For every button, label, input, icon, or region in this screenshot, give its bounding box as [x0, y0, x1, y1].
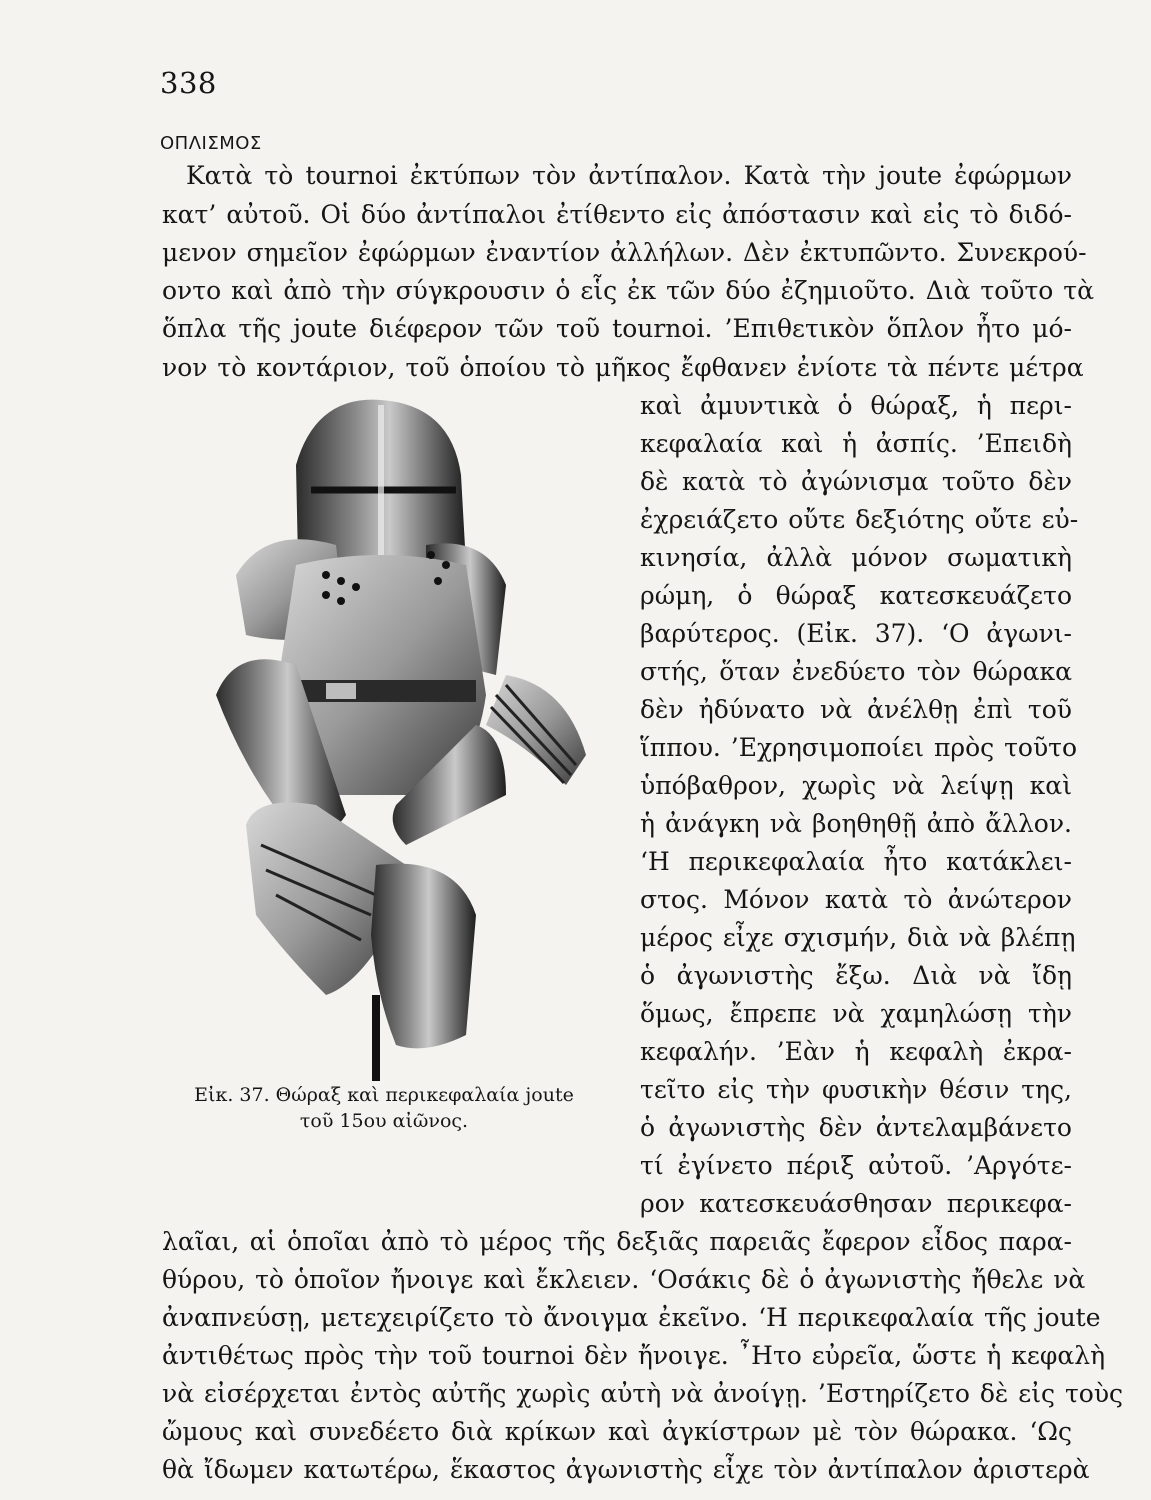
text-line: θὰ ἴδωμεν κατωτέρω, ἕκαστος ἀγωνιστὴς εἶχε τὸν ἀντίπαλον ἀριστερὰ	[162, 1455, 1090, 1484]
text-line: κατ’ αὐτοῦ. Οἱ δύο ἀντίπαλοι ἐτίθεντο εἰς ἀπόστασιν καὶ εἰς τὸ διδό-	[162, 200, 1072, 229]
caption-line: Εἰκ. 37. Θώραξ καὶ περικεφαλαία joute	[194, 1084, 574, 1106]
text-line: ἡ ἀνάγκη νὰ βοηθηθῇ ἀπὸ ἄλλον.	[640, 809, 1072, 838]
armour-illustration	[176, 395, 612, 1081]
text-line: τεῖτο εἰς τὴν φυσικὴν θέσιν της,	[640, 1075, 1072, 1104]
text-line: στής, ὅταν ἐνεδύετο τὸν θώρακα	[640, 657, 1072, 686]
text-line: ἐχρειάζετο οὔτε δεξιότης οὔτε εὐ-	[640, 505, 1079, 534]
text-line: κεφαλαία καὶ ἡ ἀσπίς. ’Επειδὴ	[640, 429, 1072, 458]
text-line: ἵππου. ’Εχρησιμοποίει πρὸς τοῦτο	[640, 733, 1078, 762]
text-line: κινησία, ἀλλὰ μόνον σωματικὴ	[640, 543, 1072, 572]
text-line: ρώμη, ὁ θώραξ κατεσκευάζετο	[640, 581, 1072, 610]
text-line: ἀναπνεύσῃ, μετεχειρίζετο τὸ ἄνοιγμα ἐκεῖνο. ‘Η περικεφαλαία τῆς joute	[162, 1303, 1101, 1332]
text-line: ρον κατεσκευάσθησαν περικεφα-	[640, 1189, 1072, 1218]
text-line: θύρου, τὸ ὁποῖον ἤνοιγε καὶ ἔκλειεν. ‘Οσάκις δὲ ὁ ἀγωνιστὴς ἤθελε νὰ	[162, 1265, 1086, 1294]
text-line: μενον σημεῖον ἐφώρμων ἐναντίον ἀλλήλων. Δὲν ἐκτυπῶντο. Συνεκρού-	[162, 238, 1087, 267]
text-line: Κατὰ τὸ tournoi ἐκτύπων τὸν ἀντίπαλον. Κατὰ τὴν joute ἐφώρμων	[186, 161, 1072, 190]
text-line: βαρύτερος. (Εἰκ. 37). ‘Ο ἀγωνι-	[640, 619, 1072, 648]
text-line: ὤμους καὶ συνεδέετο διὰ κρίκων καὶ ἀγκίστρων μὲ τὸν θώρακα. ‘Ως	[162, 1417, 1072, 1446]
text-line: στος. Μόνον κατὰ τὸ ἀνώτερον	[640, 885, 1072, 914]
text-line: δὲν ἠδύνατο νὰ ἀνέλθῃ ἐπὶ τοῦ	[640, 695, 1072, 724]
caption-line: τοῦ 15ου αἰῶνος.	[299, 1110, 469, 1132]
text-line: λαῖαι, αἱ ὁποῖαι ἀπὸ τὸ μέρος τῆς δεξιᾶς παρειᾶς ἔφερον εἶδος παρα-	[162, 1227, 1072, 1256]
text-line: ὁ ἀγωνιστὴς ἔξω. Διὰ νὰ ἴδῃ	[640, 961, 1072, 990]
text-line: ‘Η περικεφαλαία ἦτο κατάκλει-	[640, 847, 1072, 876]
text-line: μέρος εἶχε σχισμήν, διὰ νὰ βλέπῃ	[640, 923, 1076, 952]
text-line: δὲ κατὰ τὸ ἀγώνισμα τοῦτο δὲν	[640, 467, 1072, 496]
figure-armour-image	[176, 395, 612, 1081]
figure-caption	[164, 1082, 604, 1134]
text-line: νὰ εἰσέρχεται ἐντὸς αὐτῆς χωρὶς αὐτὴ νὰ ἀνοίγῃ. ’Εστηρίζετο δὲ εἰς τοὺς	[162, 1379, 1124, 1408]
text-line: ὅπλα τῆς joute διέφερον τῶν τοῦ tournoi. ’Επιθετικὸν ὅπλον ἦτο μό-	[162, 314, 1072, 343]
page-number: 338	[160, 66, 217, 100]
text-line: τί ἐγίνετο πέριξ αὐτοῦ. ’Αργότε-	[640, 1151, 1072, 1180]
text-line: κεφαλήν. ’Εὰν ἡ κεφαλὴ ἐκρα-	[640, 1037, 1072, 1066]
text-line: νον τὸ κοντάριον, τοῦ ὁποίου τὸ μῆκος ἔφθανεν ἐνίοτε τὰ πέντε μέτρα	[162, 353, 1084, 382]
text-line: ὑπόβαθρον, χωρὶς νὰ λείψῃ καὶ	[640, 771, 1072, 800]
text-line: ἀντιθέτως πρὸς τὴν τοῦ tournoi δὲν ἤνοιγε. ῏Ητο εὐρεῖα, ὥστε ἡ κεφαλὴ	[162, 1341, 1106, 1370]
text-line: ὅμως, ἔπρεπε νὰ χαμηλώσῃ τὴν	[640, 999, 1072, 1028]
text-line: οντο καὶ ἀπὸ τὴν σύγκρουσιν ὁ εἷς ἐκ τῶν δύο ἐζημιοῦτο. Διὰ τοῦτο τὰ	[162, 276, 1095, 305]
running-head: ΟΠΛΙΣΜΟΣ	[160, 133, 262, 154]
text-line: ὁ ἀγωνιστὴς δὲν ἀντελαμβάνετο	[640, 1113, 1072, 1142]
text-line: καὶ ἀμυντικὰ ὁ θώραξ, ἡ περι-	[640, 391, 1072, 420]
